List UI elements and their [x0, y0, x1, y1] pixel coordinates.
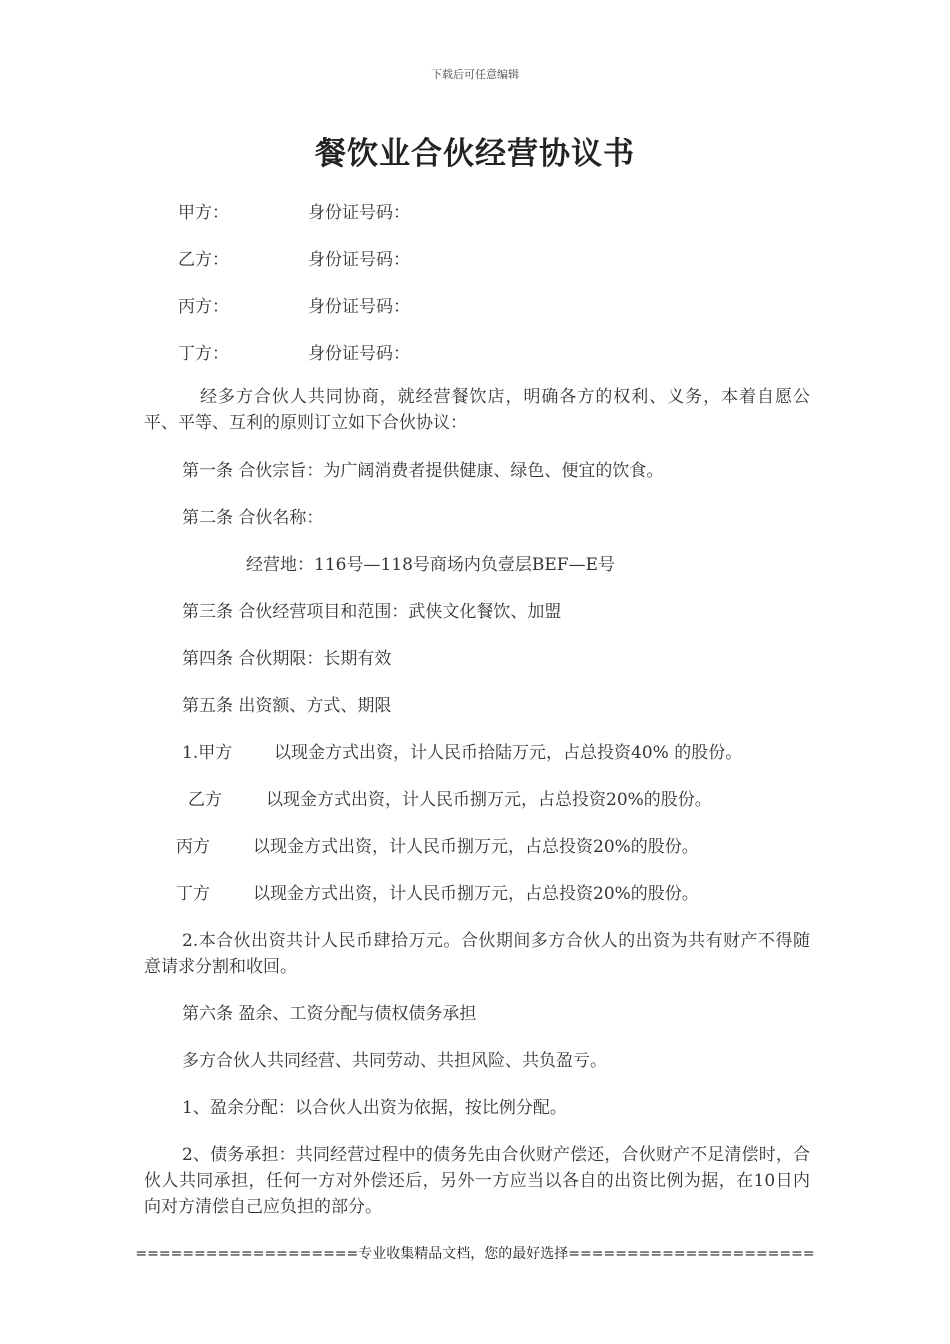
party-a-label: 甲方：: [178, 203, 229, 223]
contribution-text-d: 以现金方式出资，计人民币捌万元，占总投资20%的股份。: [253, 884, 699, 904]
article-2: 第二条 合伙名称：: [182, 508, 324, 528]
debt-paragraph: 2、债务承担：共同经营过程中的债务先由合伙财产偿还，合伙财产不足清偿时，合伙人共同承担，任何一方对外偿还后，另外一方应当以各自的出资比例为据，在10日内向对方清偿自己应负担的部分。: [144, 1145, 810, 1217]
intro-paragraph: 经多方合伙人共同协商，就经营餐饮店，明确各方的权利、义务，本着自愿公平、平等、互利的原则订立如下合伙协议：: [144, 387, 810, 433]
article-1: 第一条 合伙宗旨：为广阔消费者提供健康、绿色、便宜的饮食。: [182, 461, 664, 481]
contribution-party-b: 乙方: [188, 790, 222, 810]
contribution-text-c: 以现金方式出资，计人民币捌万元，占总投资20%的股份。: [253, 837, 699, 857]
contribution-party-a: 1.甲方: [182, 743, 233, 763]
profit-distribution: 1、盈余分配：以合伙人出资为依据，按比例分配。: [182, 1098, 567, 1118]
party-c-label: 丙方：: [178, 297, 229, 317]
article-2-address: 经营地：116号—118号商场内负壹层BEF—E号: [246, 555, 616, 575]
total-contribution-paragraph: 2.本合伙出资共计人民币肆拾万元。合伙期间多方合伙人的出资为共有财产不得随意请求分割和收回。: [144, 931, 810, 977]
party-c-id-label: 身份证号码：: [308, 297, 410, 317]
contribution-party-d: 丁方: [176, 884, 210, 904]
article-6-line: 多方合伙人共同经营、共同劳动、共担风险、共负盈亏。: [182, 1051, 607, 1071]
party-d-id-label: 身份证号码：: [308, 344, 410, 364]
footer-banner: ===================专业收集精品文档，您的最好选择=====================: [135, 1246, 815, 1262]
article-6: 第六条 盈余、工资分配与债权债务承担: [182, 1004, 477, 1024]
header-note: 下载后可任意编辑: [431, 68, 519, 81]
contribution-text-b: 以现金方式出资，计人民币捌万元，占总投资20%的股份。: [266, 790, 712, 810]
party-d-label: 丁方：: [178, 344, 229, 364]
article-4: 第四条 合伙期限：长期有效: [182, 649, 392, 669]
party-b-id-label: 身份证号码：: [308, 250, 410, 270]
party-b-label: 乙方：: [178, 250, 229, 270]
article-5: 第五条 出资额、方式、期限: [182, 696, 392, 716]
contribution-party-c: 丙方: [176, 837, 210, 857]
document-title: 餐饮业合伙经营协议书: [315, 136, 635, 172]
contribution-text-a: 以现金方式出资，计人民币拾陆万元，占总投资40% 的股份。: [274, 743, 743, 763]
article-3: 第三条 合伙经营项目和范围：武侠文化餐饮、加盟: [182, 602, 562, 622]
party-a-id-label: 身份证号码：: [308, 203, 410, 223]
